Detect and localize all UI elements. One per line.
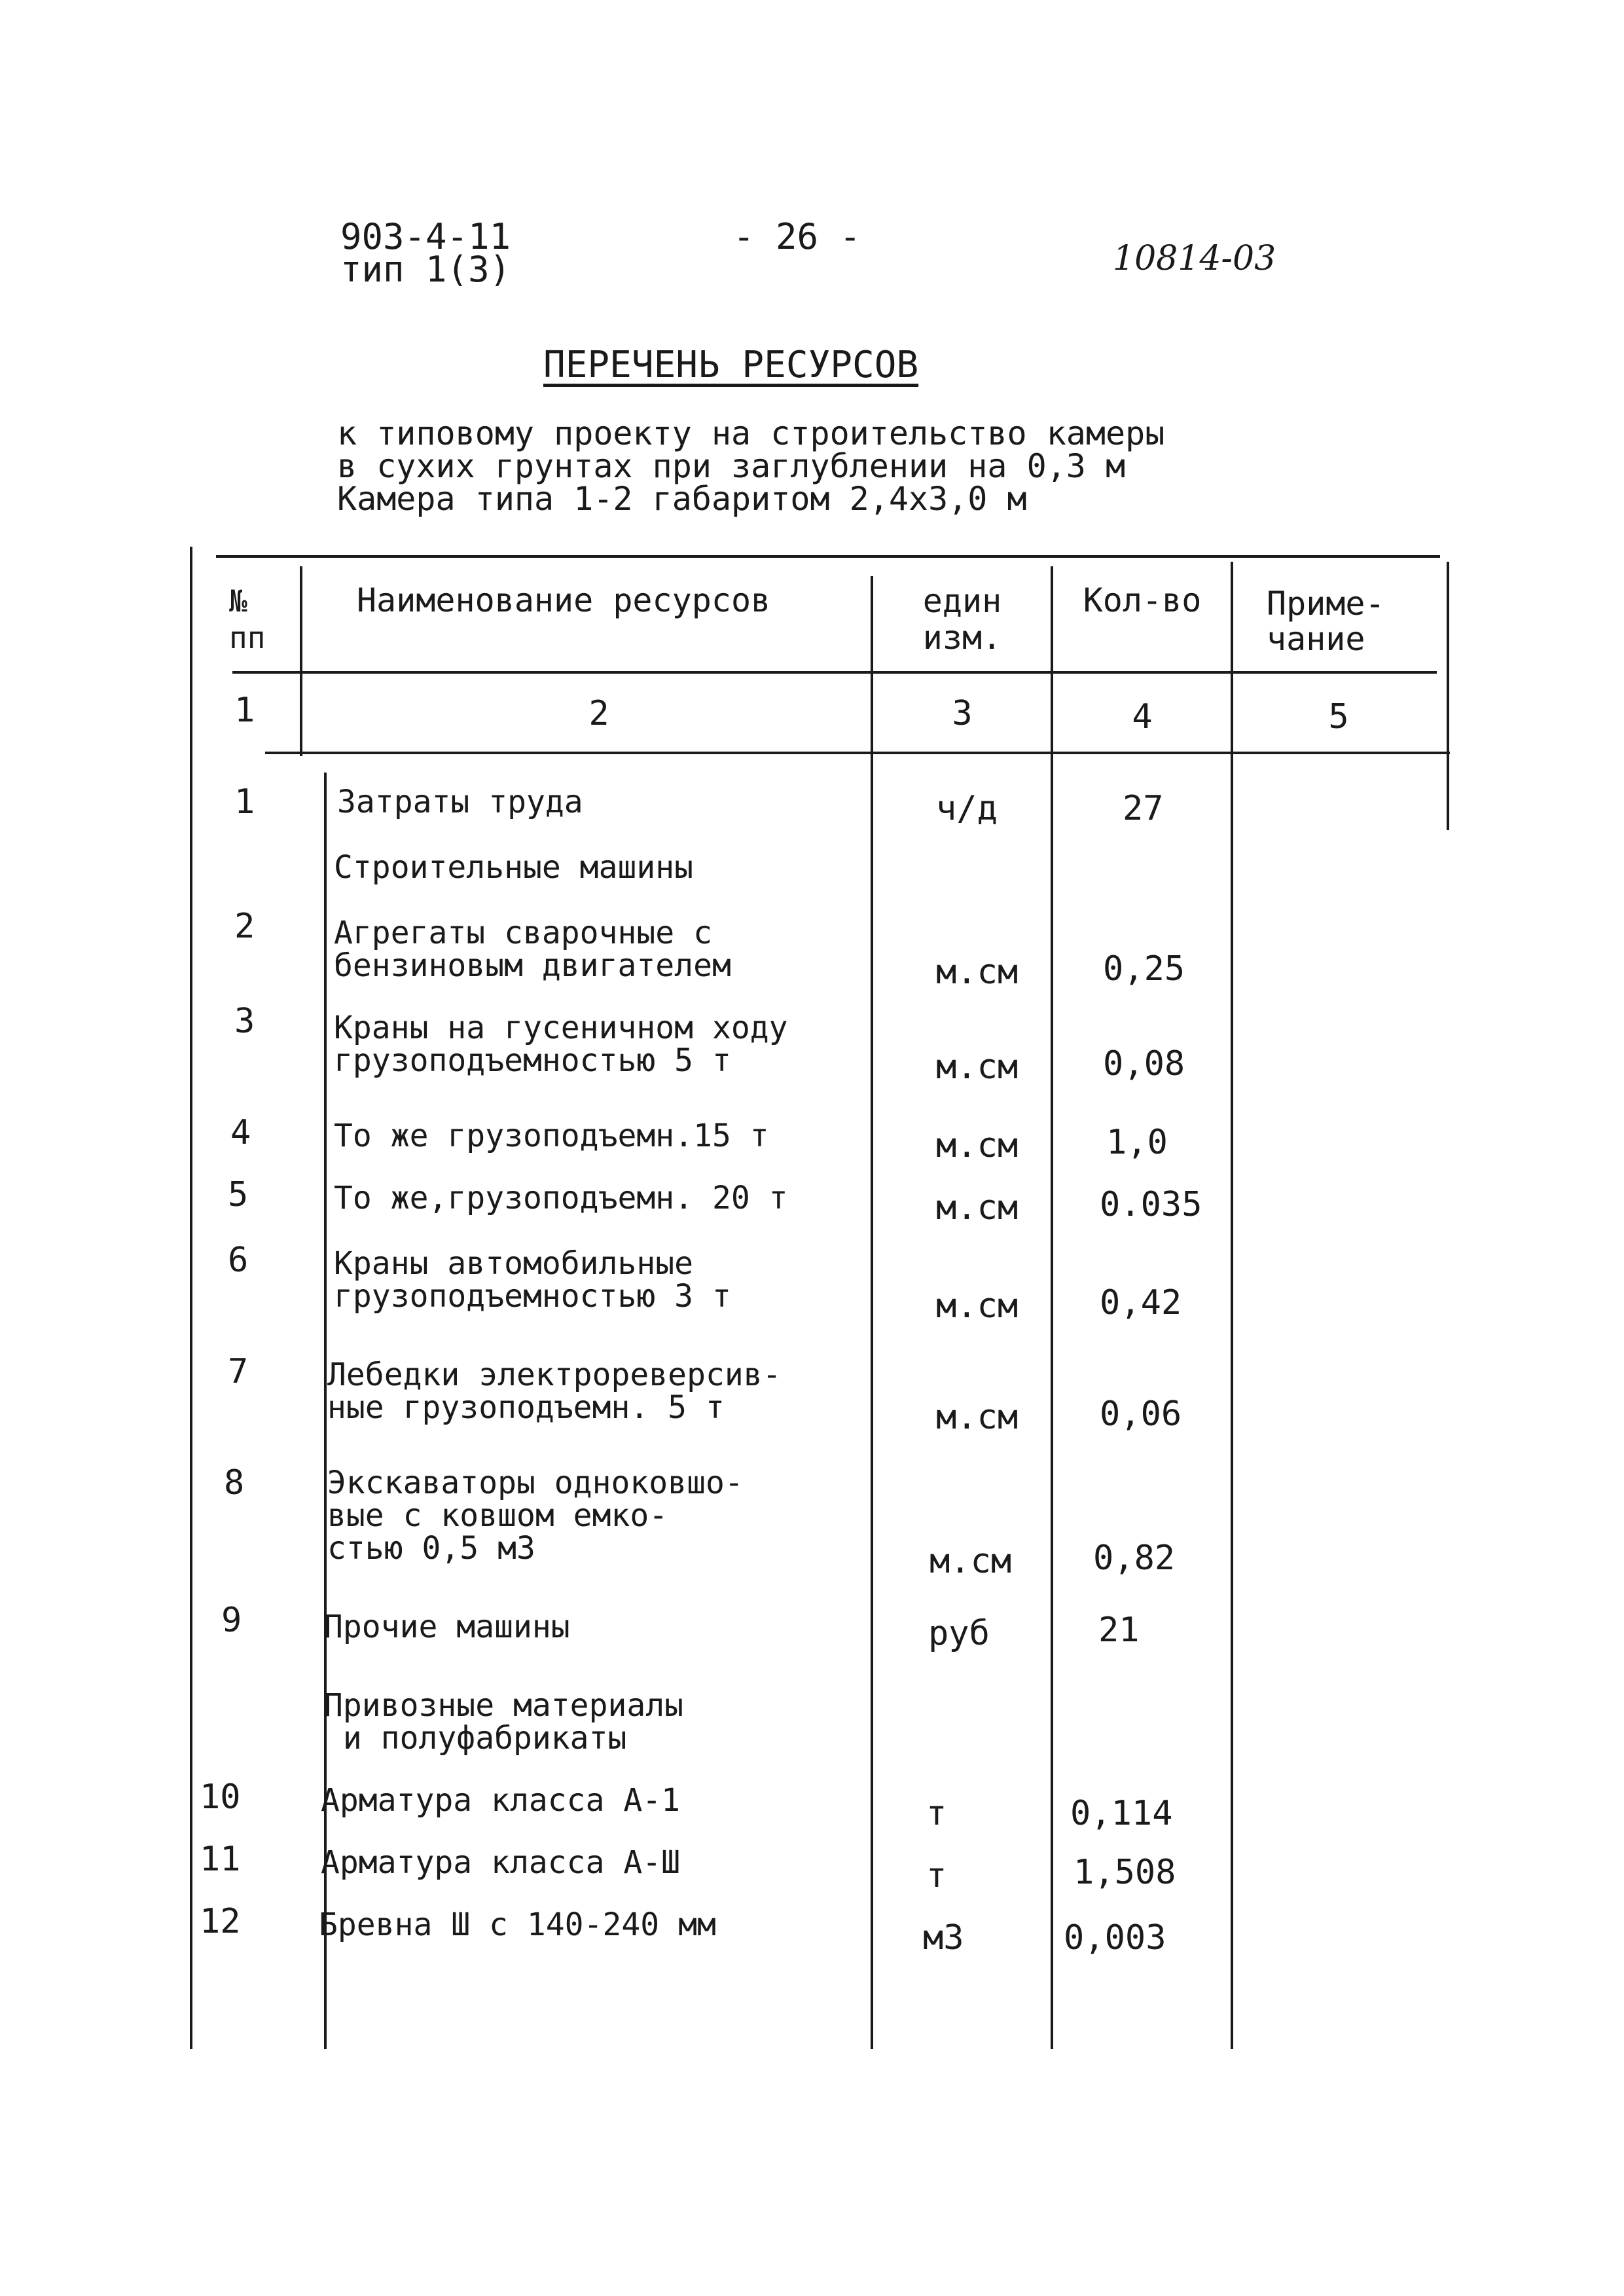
row-8-name: Экскаваторы одноковшо- вые с ковшом емко- стью 0,5 м3 [327,1465,744,1567]
row-10-qty: 0,114 [1070,1794,1173,1833]
row-6-num: 6 [228,1241,249,1280]
column-number-3: 3 [952,694,973,733]
row-6-unit: м.см [936,1286,1019,1326]
row-9-num: 9 [221,1601,242,1640]
row-11-name: Арматура класса А-Ш [321,1844,681,1881]
row-7-name: Лебедки электрореверсив- ные грузоподъемн. 5 т [327,1357,782,1426]
row-5-qty: 0.035 [1100,1185,1202,1224]
subtitle-line-3: Камера типа 1-2 габаритом 2,4х3,0 м [337,480,1027,518]
row-9-qty: 21 [1098,1611,1140,1650]
col-divider-2 [871,576,873,2049]
header-note: Приме- чание [1267,585,1385,658]
row-5-unit: м.см [936,1188,1019,1228]
subtitle-line-1: к типовому проекту на строительство камеры [337,414,1165,452]
document-code: 903-4-11 [340,216,511,257]
row-3-name: Краны на гусеничном ходу грузоподъемностью 5 т [334,1010,788,1079]
row-6-name: Краны автомобильные грузоподъемностью 3 т [334,1245,731,1315]
subtitle-line-2: в сухих грунтах при заглублении на 0,3 м [337,447,1126,485]
row-8-num: 8 [224,1463,245,1503]
table-left-border [190,547,192,2049]
col-divider-3 [1051,566,1053,2049]
row-3-num: 3 [234,1002,255,1041]
row-10-num: 10 [200,1777,241,1817]
column-number-2: 2 [588,694,609,733]
row-3-unit: м.см [936,1048,1019,1087]
header-num: № пп [229,583,266,655]
row-2-num: 2 [234,907,255,946]
row-6-qty: 0,42 [1100,1283,1182,1322]
document-type: тип 1(3) [340,249,511,290]
row-11-num: 11 [200,1840,241,1879]
row-7-qty: 0,06 [1100,1394,1182,1434]
column-number-5: 5 [1328,697,1349,737]
row-7-unit: м.см [936,1398,1019,1437]
row-7-num: 7 [228,1352,249,1391]
table-top-border [216,555,1440,558]
section-delivered-materials: Привозные материалы и полуфабрикаты [324,1687,684,1757]
row-1-num: 1 [234,782,255,822]
row-4-num: 4 [230,1113,251,1152]
section-construction-machines: Строительные машины [334,849,694,886]
header-unit: един изм. [922,582,1002,657]
table-right-border [1447,562,1449,830]
row-10-unit: т [926,1794,947,1833]
column-number-4: 4 [1132,697,1153,737]
row-11-qty: 1,508 [1074,1853,1176,1892]
row-2-name: Агрегаты сварочные с бензиновым двигателем [334,915,731,984]
page-number: - 26 - [733,216,861,257]
row-12-name: Бревна Ш с 140-240 мм [319,1906,716,1943]
row-3-qty: 0,08 [1103,1044,1185,1084]
row-9-name: Прочие машины [324,1609,570,1645]
page-title: ПЕРЕЧЕНЬ РЕСУРСОВ [543,344,919,386]
row-5-num: 5 [228,1175,249,1214]
row-1-name: Затраты труда [337,784,583,820]
registration-number: 10814-03 [1113,239,1276,278]
row-1-qty: 27 [1123,789,1164,828]
row-1-unit: ч/д [936,789,998,828]
row-12-unit: м3 [923,1918,964,1958]
row-12-num: 12 [200,1902,241,1941]
col-divider-1-header [300,566,302,756]
row-4-qty: 1,0 [1106,1123,1168,1162]
row-4-name: То же грузоподъемн.15 т [334,1118,769,1154]
row-2-qty: 0,25 [1103,949,1185,989]
header-separator [232,671,1437,674]
row-12-qty: 0,003 [1064,1918,1166,1958]
header-qty: Кол-во [1083,581,1202,619]
row-2-unit: м.см [936,953,1019,992]
row-11-unit: т [926,1856,947,1895]
header-name: Наименование ресурсов [357,581,771,619]
row-5-name: То же,грузоподъемн. 20 т [334,1180,788,1216]
row-9-unit: руб [928,1614,990,1653]
column-number-1: 1 [234,691,255,730]
row-4-unit: м.см [936,1126,1019,1165]
row-8-unit: м.см [929,1542,1012,1581]
column-number-separator [265,752,1450,754]
col-divider-4 [1231,562,1233,2049]
row-10-name: Арматура класса А-1 [321,1782,681,1819]
row-8-qty: 0,82 [1093,1539,1176,1578]
